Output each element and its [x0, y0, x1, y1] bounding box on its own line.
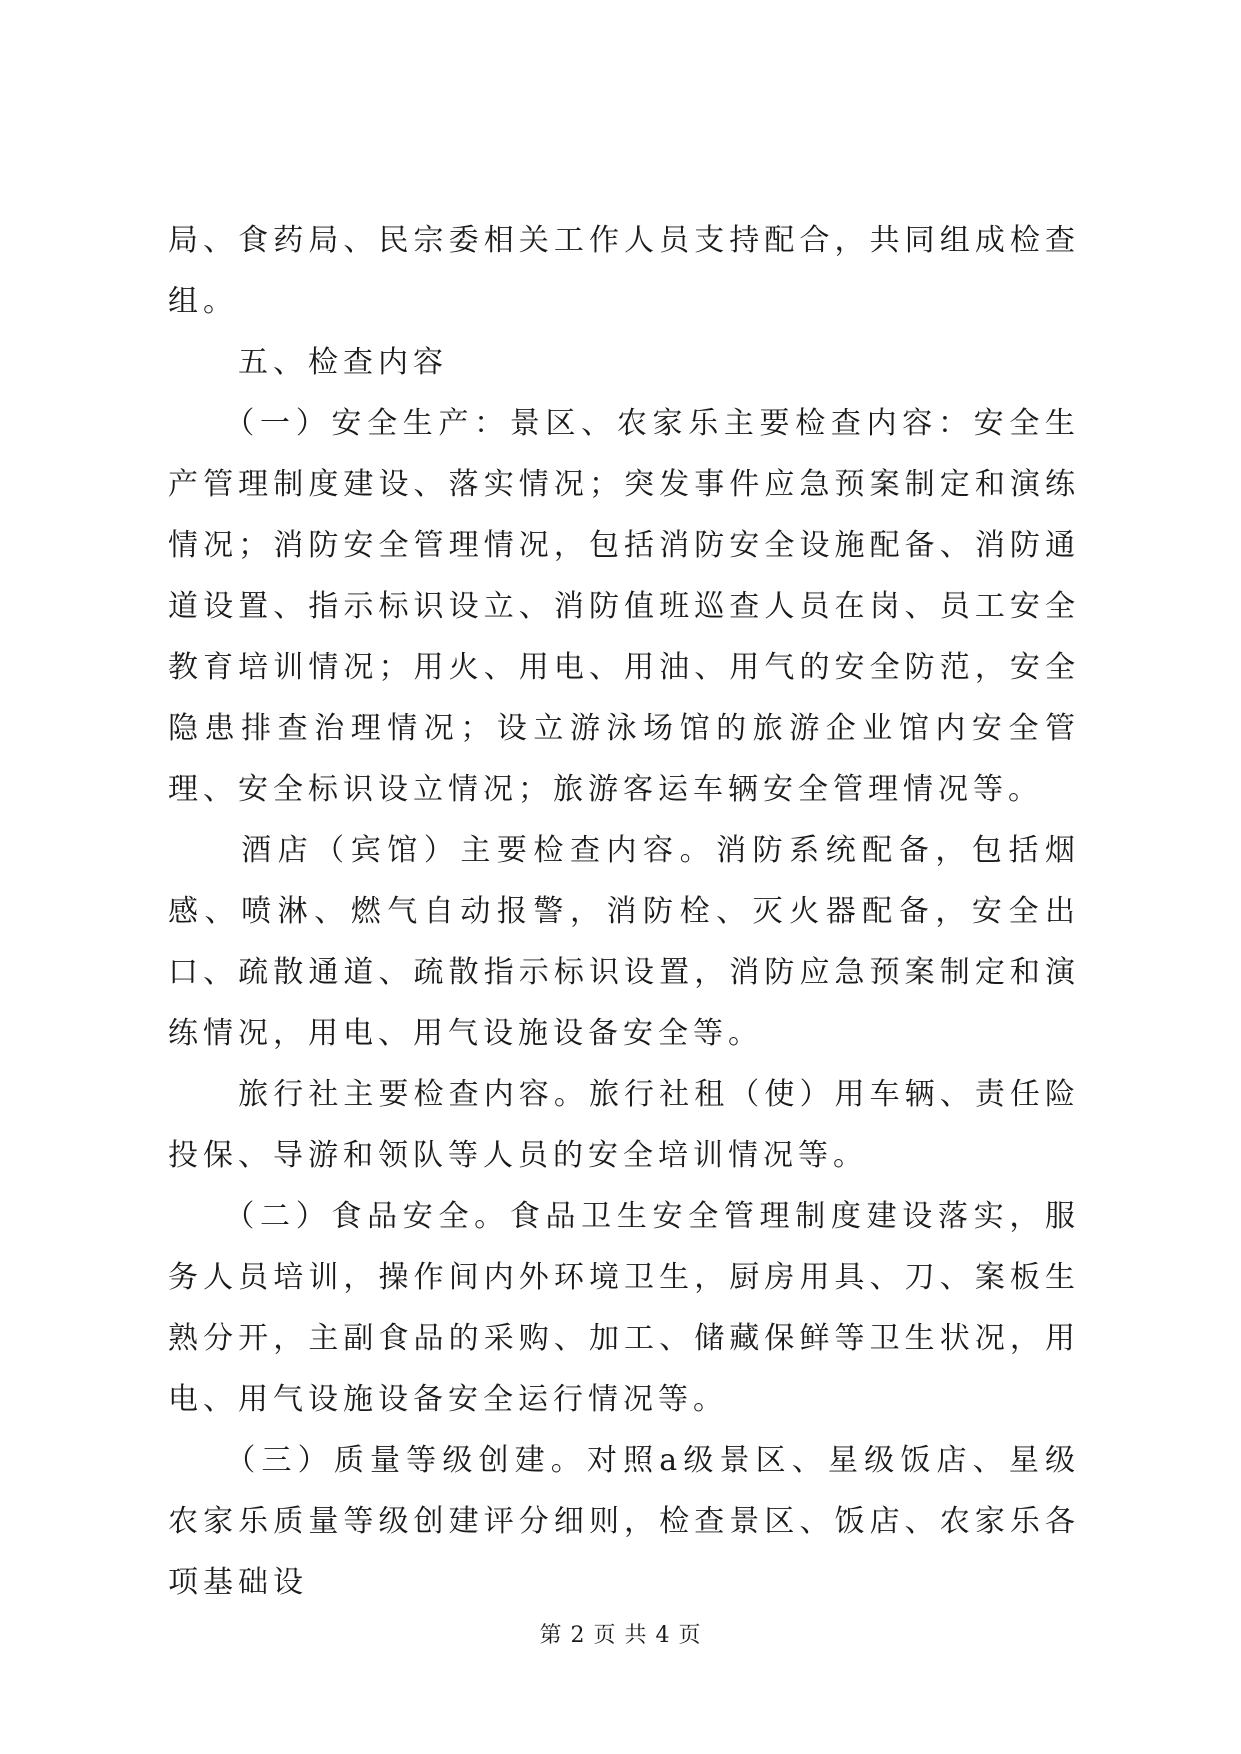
paragraph-continuation: 局、食药局、民宗委相关工作人员支持配合，共同组成检查组。 — [168, 223, 1080, 319]
paragraph-safety-production: （一）安全生产：景区、农家乐主要检查内容：安全生产管理制度建设、落实情况；突发事件应急预案制定和演练情况；消防安全管理情况，包括消防安全设施配备、消防通道设置、指示标识设立、消防值班巡查人员在岗、员工安全教育培训情况；用火、用电、用油、用气的安全防范，安全隐患排查治理情况；设立游泳场馆的旅游企业馆内安全管理、安全标识设立情况；旅游客运车辆安全管理情况等。 — [168, 406, 1080, 807]
paragraph-hotel-inspection: 酒店（宾馆）主要检查内容。消防系统配备，包括烟感、喷淋、燃气自动报警，消防栓、灭火器配备，安全出口、疏散通道、疏散指示标识设置，消防应急预案制定和演练情况，用电、用气设施设备安全等。 — [168, 833, 1080, 1051]
section-heading-inspection-content: 五、检查内容 — [168, 345, 448, 380]
paragraph-food-safety: （二）食品安全。食品卫生安全管理制度建设落实，服务人员培训，操作间内外环境卫生，厨房用具、刀、案板生熟分开，主副食品的采购、加工、储藏保鲜等卫生状况，用电、用气设施设备安全运行情况等。 — [168, 1199, 1080, 1417]
paragraph-travel-agency: 旅行社主要检查内容。旅行社租（使）用车辆、责任险投保、导游和领队等人员的安全培训情况等。 — [168, 1077, 1080, 1173]
document-body — [168, 210, 1080, 1613]
page-number-footer: 第 2 页 共 4 页 — [539, 1623, 702, 1648]
paragraph-quality-grade: （三）质量等级创建。对照a级景区、星级饭店、星级农家乐质量等级创建评分细则，检查景区、饭店、农家乐各项基础设 — [168, 1443, 1080, 1600]
